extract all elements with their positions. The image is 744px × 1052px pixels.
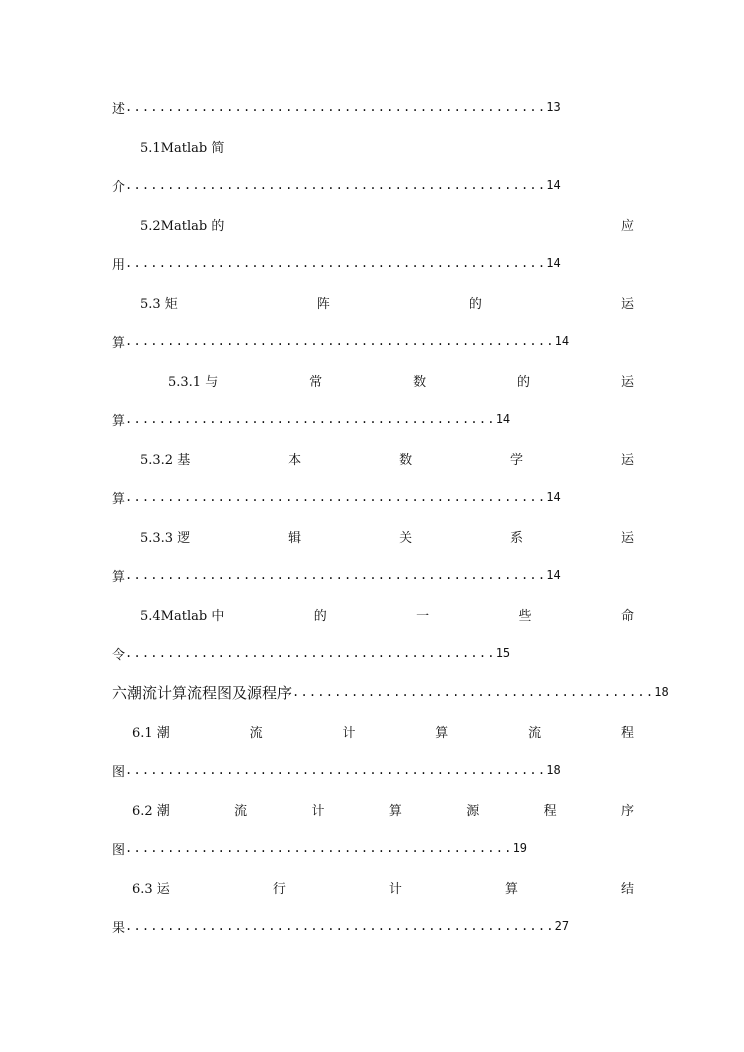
toc-text: 用 — [112, 257, 126, 273]
toc-text: 图 — [112, 764, 126, 780]
toc-row — [112, 914, 634, 938]
toc-text: 5.2Matlab 的 — [140, 218, 225, 234]
toc-row — [140, 524, 634, 548]
toc-page-number: 14 — [546, 178, 561, 192]
toc-leader: .................................................. — [125, 763, 547, 777]
toc-chapter-row — [112, 680, 669, 704]
toc-text: 的 — [468, 296, 482, 312]
toc-text: 运 — [620, 530, 634, 546]
toc-text: 算 — [112, 335, 126, 351]
toc-text: 数 — [399, 452, 413, 468]
toc-text: 的 — [517, 374, 531, 390]
toc-row — [132, 719, 634, 743]
toc-text: 运 — [620, 452, 634, 468]
toc-text: 常 — [309, 374, 323, 390]
toc-text: 程 — [543, 803, 557, 819]
toc-text: 行 — [272, 881, 286, 897]
toc-text: 6.3 运 — [132, 881, 170, 897]
toc-text: 流 — [528, 725, 542, 741]
toc-text: 算 — [504, 881, 518, 897]
toc-row — [112, 641, 634, 665]
toc-text: 令 — [112, 647, 126, 663]
toc-row — [112, 251, 634, 275]
toc-row — [112, 329, 634, 353]
toc-text: 关 — [399, 530, 413, 546]
toc-text: 5.3.3 逻 — [140, 530, 191, 546]
toc-text: 5.3 矩 — [140, 296, 178, 312]
toc-page-number: 19 — [512, 841, 528, 855]
toc-text: 6.2 潮 — [132, 803, 170, 819]
toc-text: 序 — [620, 803, 634, 819]
toc-text: 学 — [510, 452, 524, 468]
toc-leader: ............................................ — [125, 412, 496, 426]
toc-page-number: 18 — [546, 763, 561, 777]
toc-row — [140, 446, 634, 470]
toc-row — [112, 134, 662, 158]
toc-page-number: 14 — [495, 412, 511, 426]
toc-page-number: 14 — [546, 256, 561, 270]
toc-row — [140, 602, 634, 626]
toc-text: 述 — [112, 101, 126, 117]
toc-row — [168, 368, 634, 392]
toc-row — [112, 407, 634, 431]
toc-text: 的 — [313, 608, 327, 624]
toc-text: 阵 — [316, 296, 330, 312]
toc-text: 计 — [311, 803, 325, 819]
toc-text: 计 — [342, 725, 356, 741]
toc-leader: .............................................. — [125, 841, 513, 855]
toc-text: 5.3.2 基 — [140, 452, 191, 468]
toc-leader: ................................................... — [125, 334, 555, 348]
toc-text: 5.1Matlab 简 — [140, 140, 225, 156]
toc-row — [112, 95, 634, 119]
toc-text: 辑 — [288, 530, 302, 546]
toc-text: 介 — [112, 179, 126, 195]
toc-text: 图 — [112, 842, 126, 858]
toc-leader: .................................................. — [125, 568, 547, 582]
toc-leader: .................................................. — [125, 490, 547, 504]
toc-text: 算 — [112, 413, 126, 429]
toc-page-number: 13 — [546, 100, 561, 114]
toc-leader: .................................................. — [125, 256, 547, 270]
toc-row — [112, 173, 634, 197]
toc-text: 些 — [518, 608, 532, 624]
toc-leader: ................................................... — [125, 919, 555, 933]
toc-row — [112, 485, 634, 509]
toc-text: 流 — [234, 803, 248, 819]
toc-text: 运 — [620, 374, 634, 390]
toc-leader: .................................................. — [125, 178, 547, 192]
toc-row — [112, 836, 634, 860]
toc-row — [132, 797, 634, 821]
toc-text: 应 — [620, 218, 634, 234]
toc-row — [140, 290, 634, 314]
toc-text: 数 — [413, 374, 427, 390]
toc-chapter-title: 六潮流计算流程图及源程序 — [112, 683, 293, 702]
toc-text: 运 — [620, 296, 634, 312]
toc-text: 算 — [435, 725, 449, 741]
toc-leader: .................................................. — [125, 100, 547, 114]
toc-row — [132, 875, 634, 899]
toc-text: 算 — [112, 569, 126, 585]
toc-page-number: 18 — [654, 685, 669, 699]
toc-text: 算 — [388, 803, 402, 819]
toc-page-number: 14 — [554, 334, 570, 348]
toc-text: 结 — [620, 881, 634, 897]
toc-row — [140, 212, 634, 236]
toc-text: 系 — [510, 530, 524, 546]
toc-text: 源 — [466, 803, 480, 819]
toc-leader: ............................................ — [125, 646, 496, 660]
toc-text: 果 — [112, 920, 126, 936]
toc-page-number: 27 — [554, 919, 570, 933]
toc-text: 程 — [620, 725, 634, 741]
toc-text: 6.1 潮 — [132, 725, 170, 741]
toc-text: 一 — [416, 608, 430, 624]
toc-page-number: 15 — [495, 646, 511, 660]
toc-text: 本 — [288, 452, 302, 468]
toc-text: 计 — [388, 881, 402, 897]
toc-row — [112, 563, 634, 587]
toc-text: 算 — [112, 491, 126, 507]
toc-page-number: 14 — [546, 490, 561, 504]
toc-text: 5.4Matlab 中 — [140, 608, 225, 624]
toc-page-number: 14 — [546, 568, 561, 582]
toc-text: 流 — [249, 725, 263, 741]
toc-text: 命 — [620, 608, 634, 624]
toc-leader: ........................................... — [292, 685, 655, 699]
toc-text: 5.3.1 与 — [168, 374, 219, 390]
toc-row — [112, 758, 634, 782]
